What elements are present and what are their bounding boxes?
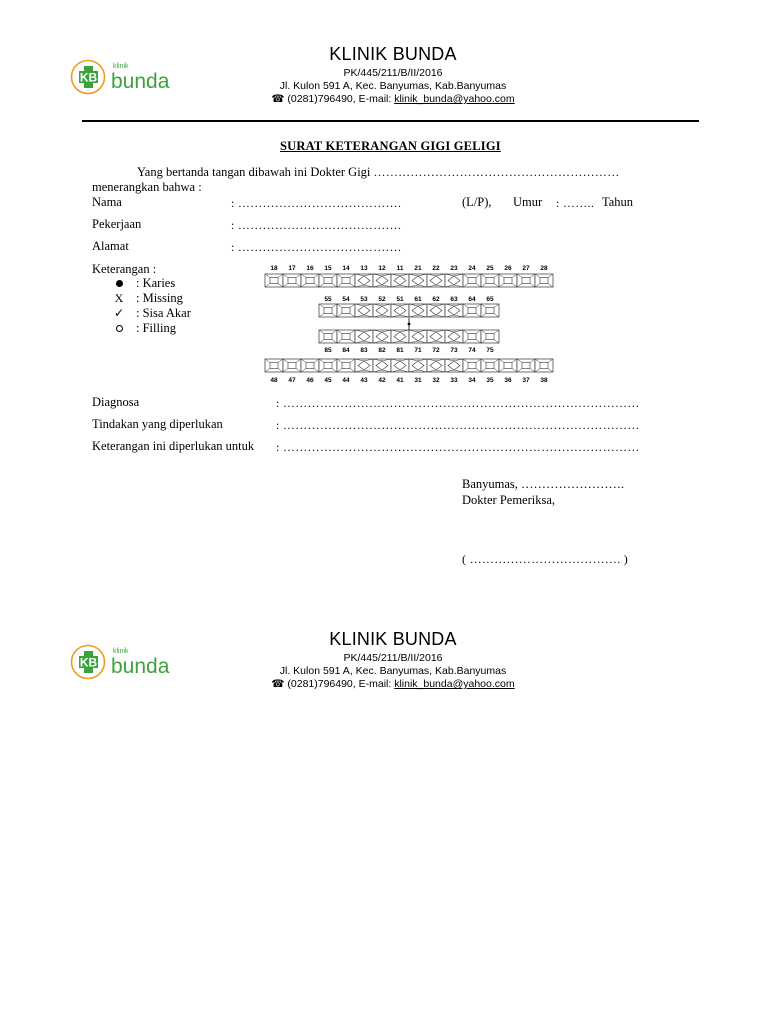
tooth-25 — [481, 274, 499, 287]
tooth-number-label: 38 — [540, 377, 548, 384]
legend-item-missing: X : Missing — [112, 291, 191, 306]
tooth-number-label: 23 — [450, 265, 458, 272]
clinic-email-link[interactable]: klinik_bunda@yahoo.com — [394, 678, 515, 690]
tooth-number-label: 14 — [342, 265, 350, 272]
tooth-number-label: 53 — [360, 296, 368, 303]
alamat-field: : …………………………………. — [231, 240, 402, 254]
tooth-number-label: 33 — [450, 377, 458, 384]
tooth-27 — [517, 274, 535, 287]
tooth-15 — [319, 274, 337, 287]
tooth-number-label: 62 — [432, 296, 440, 303]
filling-ring-icon — [112, 321, 126, 336]
signature-name-blank: ( ………………………………. ) — [462, 552, 629, 566]
tooth-71 — [409, 330, 427, 343]
tooth-number-label: 46 — [306, 377, 314, 384]
tooth-62 — [427, 304, 445, 317]
tooth-81 — [391, 330, 409, 343]
clinic-phone: ☎ (0281)796490, E-mail: — [271, 678, 395, 690]
nama-label: Nama — [92, 195, 122, 209]
tooth-13 — [355, 274, 373, 287]
clinic-phone: ☎ (0281)796490, E-mail: — [271, 93, 395, 105]
tooth-41 — [391, 359, 409, 372]
tooth-42 — [373, 359, 391, 372]
tooth-number-label: 16 — [306, 265, 314, 272]
header-divider — [82, 120, 699, 122]
tooth-16 — [301, 274, 319, 287]
tooth-14 — [337, 274, 355, 287]
odontogram-chart — [262, 262, 562, 386]
tooth-51 — [391, 304, 409, 317]
tooth-number-label: 36 — [504, 377, 512, 384]
intro-continuation: menerangkan bahwa : — [92, 180, 202, 194]
tooth-number-label: 31 — [414, 377, 422, 384]
tooth-number-label: 81 — [396, 347, 404, 354]
intro-text: Yang bertanda tangan dibawah ini Dokter Gigi — [137, 165, 371, 179]
tooth-number-label: 48 — [270, 377, 278, 384]
letterhead-top — [0, 0, 768, 125]
tooth-number-label: 12 — [378, 265, 386, 272]
tooth-number-label: 52 — [378, 296, 386, 303]
clinic-address: Jl. Kulon 591 A, Kec. Banyumas, Kab.Banyumas — [279, 80, 507, 92]
intro-dentist-blank: …………………………………………………… — [373, 165, 620, 179]
tooth-63 — [445, 304, 463, 317]
tindakan-field: : …………………………………………………………………………… — [276, 418, 640, 432]
umur-field: : …….. — [556, 196, 595, 210]
tooth-22 — [427, 274, 445, 287]
legend-item-filling: : Filling — [112, 321, 191, 336]
keperluan-label: Keterangan ini diperlukan untuk — [92, 439, 255, 453]
tooth-number-label: 74 — [468, 347, 476, 354]
tooth-82 — [373, 330, 391, 343]
tooth-number-label: 44 — [342, 377, 350, 384]
tooth-64 — [463, 304, 481, 317]
tooth-23 — [445, 274, 463, 287]
tooth-number-label: 25 — [486, 265, 494, 272]
clinic-logo — [70, 643, 182, 681]
letterhead-bottom — [0, 620, 768, 700]
tooth-28 — [535, 274, 553, 287]
tooth-number-label: 64 — [468, 296, 476, 303]
tooth-44 — [337, 359, 355, 372]
tooth-17 — [283, 274, 301, 287]
clinic-contact — [243, 678, 543, 690]
pekerjaan-field: : …………………………………. — [231, 218, 402, 232]
tooth-number-label: 11 — [396, 265, 404, 272]
tooth-47 — [283, 359, 301, 372]
checkmark-icon: ✓ — [113, 306, 125, 320]
tooth-65 — [481, 304, 499, 317]
tooth-37 — [517, 359, 535, 372]
intro-line — [137, 165, 620, 180]
tooth-number-label: 35 — [486, 377, 494, 384]
tooth-54 — [337, 304, 355, 317]
tooth-number-label: 72 — [432, 347, 440, 354]
nama-field: : …………………………………. — [231, 196, 402, 210]
tooth-number-label: 51 — [396, 296, 404, 303]
legend-title: Keterangan : — [92, 262, 157, 276]
tooth-number-label: 84 — [342, 347, 350, 354]
alamat-label: Alamat — [92, 239, 129, 253]
tooth-83 — [355, 330, 373, 343]
tooth-number-label: 27 — [522, 265, 530, 272]
tindakan-label: Tindakan yang diperlukan — [92, 417, 223, 431]
legend-item-sisa-akar: ✓ : Sisa Akar — [113, 306, 191, 320]
tooth-52 — [373, 304, 391, 317]
clinic-email-link[interactable]: klinik_bunda@yahoo.com — [394, 93, 515, 105]
tooth-number-label: 17 — [288, 265, 296, 272]
tooth-number-label: 71 — [414, 347, 422, 354]
svg-text:klinik: klinik — [113, 63, 129, 70]
tooth-85 — [319, 330, 337, 343]
tooth-number-label: 37 — [522, 377, 530, 384]
tooth-number-label: 18 — [270, 265, 278, 272]
letter-title: SURAT KETERANGAN GIGI GELIGI — [280, 139, 501, 153]
tooth-43 — [355, 359, 373, 372]
tooth-21 — [409, 274, 427, 287]
tooth-34 — [463, 359, 481, 372]
signature-place-date: Banyumas, ……………………. — [462, 477, 625, 491]
tooth-11 — [391, 274, 409, 287]
umur-label: Umur — [513, 195, 543, 209]
tooth-number-label: 21 — [414, 265, 422, 272]
tooth-number-label: 42 — [378, 377, 386, 384]
tooth-74 — [463, 330, 481, 343]
tooth-46 — [301, 359, 319, 372]
tooth-55 — [319, 304, 337, 317]
tooth-number-label: 43 — [360, 377, 368, 384]
permit-number: PK/445/211/B/II/2016 — [343, 652, 443, 664]
legend-list — [112, 276, 191, 336]
tooth-12 — [373, 274, 391, 287]
karies-dot-icon — [112, 276, 126, 291]
clinic-logo — [70, 58, 182, 96]
tooth-75 — [481, 330, 499, 343]
clinic-name: KLINIK BUNDA — [329, 629, 457, 649]
missing-x-icon: X — [114, 291, 124, 305]
legend-item-karies: : Karies — [112, 276, 191, 291]
tooth-number-label: 34 — [468, 377, 476, 384]
tooth-number-label: 32 — [432, 377, 440, 384]
tooth-48 — [265, 359, 283, 372]
pekerjaan-label: Pekerjaan — [92, 217, 142, 231]
tooth-number-label: 28 — [540, 265, 548, 272]
tooth-number-label: 61 — [414, 296, 422, 303]
tooth-18 — [265, 274, 283, 287]
clinic-contact — [243, 93, 543, 105]
svg-text:klinik: klinik — [113, 648, 129, 655]
tooth-72 — [427, 330, 445, 343]
clinic-name: KLINIK BUNDA — [329, 44, 457, 64]
diagnosa-label: Diagnosa — [92, 395, 140, 409]
tooth-32 — [427, 359, 445, 372]
tooth-number-label: 22 — [432, 265, 440, 272]
tooth-26 — [499, 274, 517, 287]
tooth-number-label: 26 — [504, 265, 512, 272]
svg-text:KB: KB — [79, 655, 98, 670]
tooth-24 — [463, 274, 481, 287]
tooth-number-label: 73 — [450, 347, 458, 354]
tooth-number-label: 15 — [324, 265, 332, 272]
tooth-number-label: 47 — [288, 377, 296, 384]
tooth-number-label: 24 — [468, 265, 476, 272]
signature-role: Dokter Pemeriksa, — [462, 493, 556, 507]
tooth-number-label: 85 — [324, 347, 332, 354]
svg-text:KB: KB — [79, 70, 98, 85]
keperluan-field: : …………………………………………………………………………… — [276, 440, 640, 454]
tooth-73 — [445, 330, 463, 343]
tooth-number-label: 55 — [324, 296, 332, 303]
tooth-45 — [319, 359, 337, 372]
tooth-31 — [409, 359, 427, 372]
gender-field: (L/P), — [462, 195, 492, 209]
tooth-53 — [355, 304, 373, 317]
tahun-label: Tahun — [602, 195, 634, 209]
tooth-number-label: 63 — [450, 296, 458, 303]
tooth-number-label: 41 — [396, 377, 404, 384]
tooth-36 — [499, 359, 517, 372]
svg-text:bunda: bunda — [111, 70, 170, 93]
tooth-84 — [337, 330, 355, 343]
tooth-number-label: 13 — [360, 265, 368, 272]
tooth-number-label: 75 — [486, 347, 494, 354]
tooth-number-label: 82 — [378, 347, 386, 354]
permit-number: PK/445/211/B/II/2016 — [343, 67, 443, 79]
clinic-address: Jl. Kulon 591 A, Kec. Banyumas, Kab.Banyumas — [279, 665, 507, 677]
tooth-number-label: 83 — [360, 347, 368, 354]
tooth-number-label: 45 — [324, 377, 332, 384]
tooth-38 — [535, 359, 553, 372]
tooth-number-label: 54 — [342, 296, 350, 303]
tooth-33 — [445, 359, 463, 372]
tooth-61 — [409, 304, 427, 317]
diagnosa-field: : …………………………………………………………………………… — [276, 396, 640, 410]
tooth-35 — [481, 359, 499, 372]
svg-text:bunda: bunda — [111, 655, 170, 678]
tooth-number-label: 65 — [486, 296, 494, 303]
